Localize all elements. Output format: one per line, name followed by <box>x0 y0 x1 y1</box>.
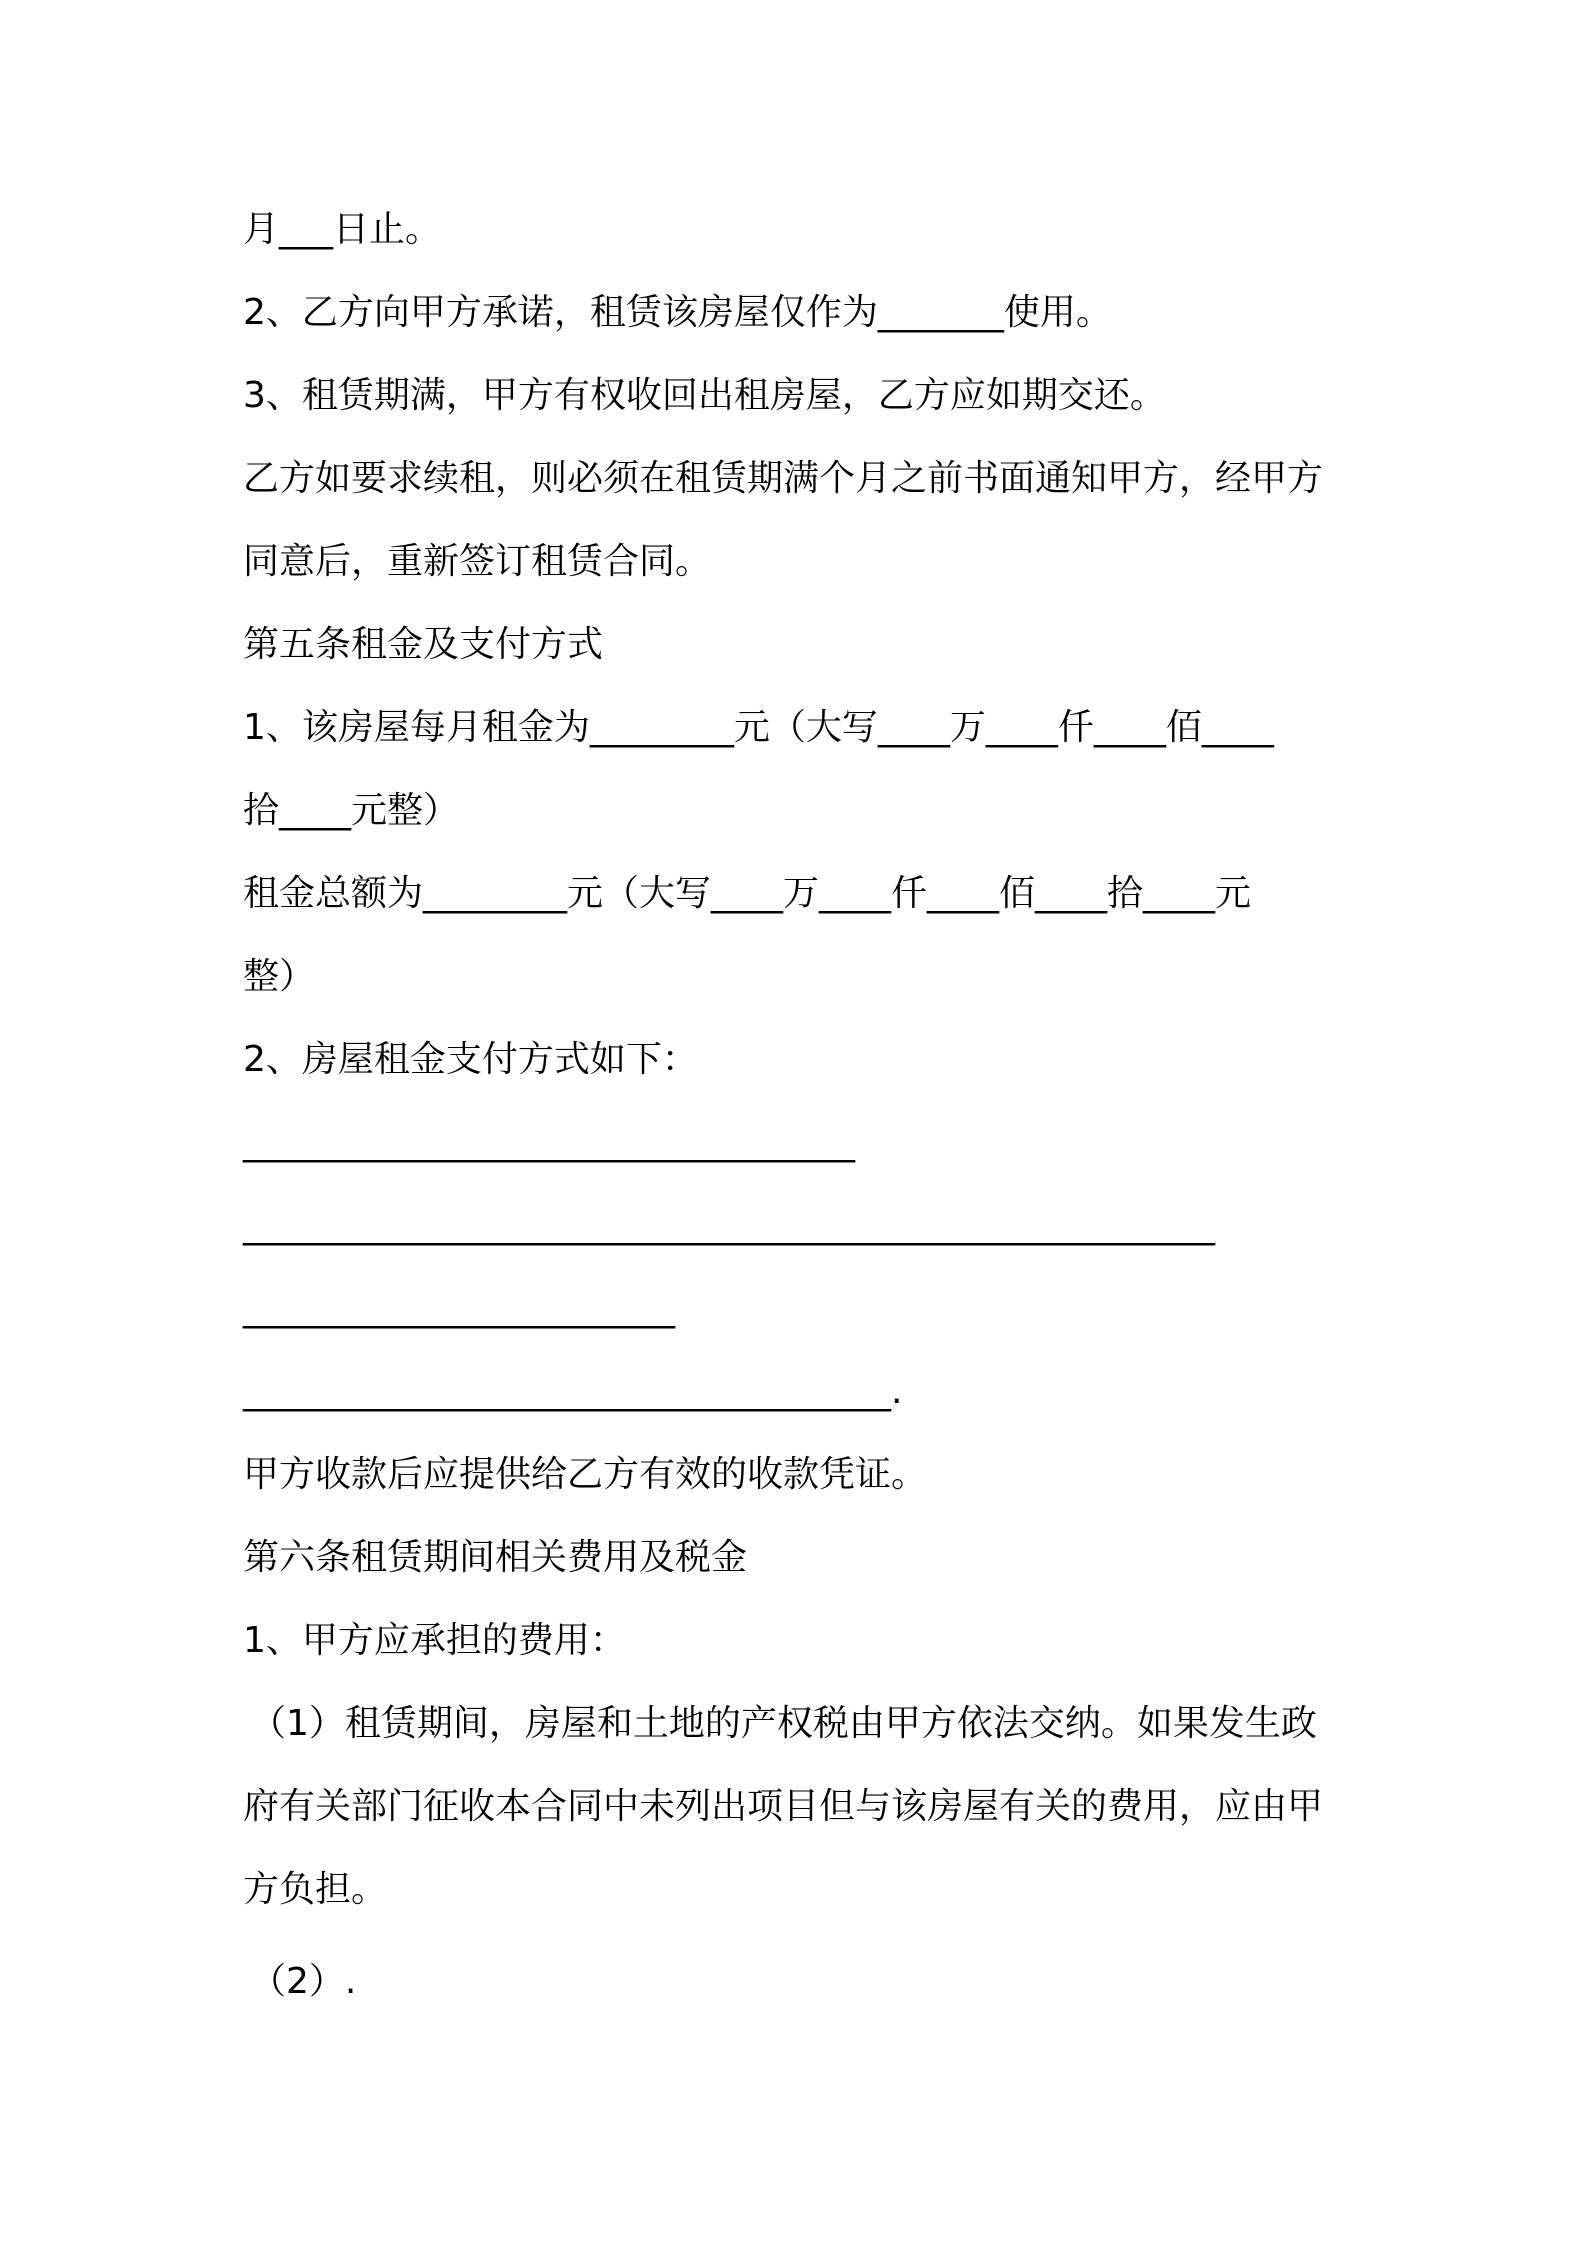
text-line: 月___日止。 <box>243 209 442 250</box>
blank-line: ______________________________________________________ <box>243 1205 1215 1246</box>
text-line: 整） <box>243 956 316 997</box>
text-line: 1、甲方应承担的费用： <box>243 1620 626 1661</box>
blank-line: ________________________ <box>243 1288 675 1329</box>
blank-line: __________________________________ <box>243 1122 855 1163</box>
text-line: 2、房屋租金支付方式如下： <box>243 1039 698 1080</box>
text-line: （2）. <box>250 1961 357 2002</box>
text-line: 租金总额为________元（大写____万____仟____佰____拾____元 <box>243 873 1252 914</box>
section-heading: 第五条租金及支付方式 <box>243 624 604 665</box>
text-line: 府有关部门征收本合同中未列出项目但与该房屋有关的费用，应由甲 <box>243 1786 1324 1827</box>
blank-line: ____________________________________. <box>243 1371 903 1412</box>
text-line: 拾____元整） <box>243 790 460 831</box>
text-line: 同意后，重新签订租赁合同。 <box>243 541 712 582</box>
text-line: 甲方收款后应提供给乙方有效的收款凭证。 <box>243 1454 928 1495</box>
text-line: 1、该房屋每月租金为________元（大写____万____仟____佰____ <box>243 707 1274 748</box>
section-heading: 第六条租赁期间相关费用及税金 <box>243 1537 748 1578</box>
text-line: 方负担。 <box>243 1869 388 1910</box>
text-line: 2、乙方向甲方承诺，租赁该房屋仅作为_______使用。 <box>243 292 1112 333</box>
text-line: 乙方如要求续租，则必须在租赁期满个月之前书面通知甲方，经甲方 <box>243 458 1324 499</box>
text-line: （1）租赁期间，房屋和土地的产权税由甲方依法交纳。如果发生政 <box>250 1703 1317 1744</box>
text-line: 3、租赁期满，甲方有权收回出租房屋，乙方应如期交还。 <box>243 375 1166 416</box>
